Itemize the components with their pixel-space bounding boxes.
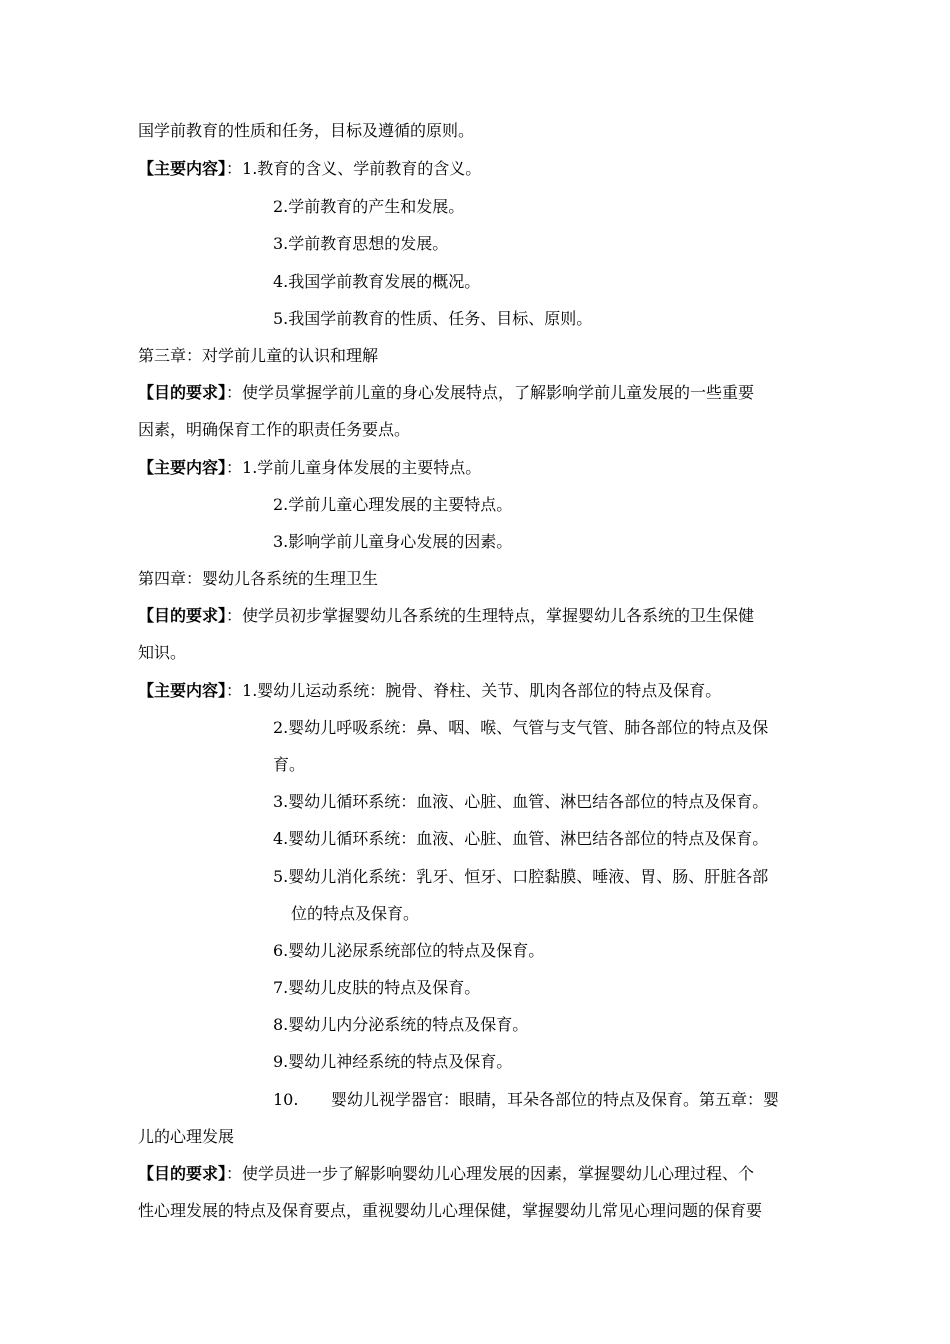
list-item: 2.学前儿童心理发展的主要特点。 <box>273 495 513 514</box>
list-item: 5.婴幼儿消化系统：乳牙、恒牙、口腔黏膜、唾液、胃、肠、肝脏各部 <box>273 867 769 886</box>
list-item: 3.婴幼儿循环系统：血液、心脏、血管、淋巴结各部位的特点及保育。 <box>273 792 769 811</box>
list-item: 1.婴幼儿运动系统：腕骨、脊柱、关节、肌肉各部位的特点及保育。 <box>242 681 722 700</box>
chapter-heading-continuation: 儿的心理发展 <box>138 1127 235 1146</box>
list-item: 3.影响学前儿童身心发展的因素。 <box>273 532 513 551</box>
list-item: 8.婴幼儿内分泌系统的特点及保育。 <box>273 1015 529 1034</box>
list-item: 4.婴幼儿循环系统：血液、心脏、血管、淋巴结各部位的特点及保育。 <box>273 829 769 848</box>
chapter-heading: 第四章：婴幼儿各系统的生理卫生 <box>138 569 379 588</box>
list-item: 4.我国学前教育发展的概况。 <box>273 272 481 291</box>
goal-line <box>138 1163 754 1185</box>
goal-label: 【目的要求】 <box>138 606 227 625</box>
list-item: 2.学前教育的产生和发展。 <box>273 197 465 216</box>
paragraph-text: 使学员初步掌握婴幼儿各系统的生理特点，掌握婴幼儿各系统的卫生保健 <box>242 606 755 625</box>
main-content-label: 【主要内容】 <box>138 681 227 700</box>
main-content-line <box>138 680 721 702</box>
list-item: 2.婴幼儿呼吸系统：鼻、咽、喉、气管与支气管、肺各部位的特点及保 <box>273 718 769 737</box>
list-item: 6.婴幼儿泌尿系统部位的特点及保育。 <box>273 941 545 960</box>
list-item-continuation: 位的特点及保育。 <box>291 904 420 923</box>
list-item-number: 10. <box>273 1090 299 1109</box>
paragraph-text: 知识。 <box>138 643 187 662</box>
list-item: 1.学前儿童身体发展的主要特点。 <box>242 458 482 477</box>
list-item: 1.教育的含义、学前教育的含义。 <box>242 159 482 178</box>
separator: ： <box>226 606 243 625</box>
list-item: 3.学前教育思想的发展。 <box>273 234 449 253</box>
chapter-heading: 第三章：对学前儿童的认识和理解 <box>138 346 379 365</box>
separator: ： <box>226 458 243 477</box>
paragraph-text: 使学员进一步了解影响婴幼儿心理发展的因素，掌握婴幼儿心理过程、个 <box>242 1164 755 1183</box>
goal-label: 【目的要求】 <box>138 1164 227 1183</box>
goal-line <box>138 382 754 404</box>
paragraph-text: 使学员掌握学前儿童的身心发展特点，了解影响学前儿童发展的一些重要 <box>242 383 755 402</box>
separator: ： <box>226 681 243 700</box>
separator: ： <box>226 159 243 178</box>
list-item: 7.婴幼儿皮肤的特点及保育。 <box>273 978 481 997</box>
list-item: 5.我国学前教育的性质、任务、目标、原则。 <box>273 309 593 328</box>
main-content-label: 【主要内容】 <box>138 159 227 178</box>
text-line: 国学前教育的性质和任务，目标及遵循的原则。 <box>138 121 475 140</box>
list-item: 婴幼儿视学器官：眼睛，耳朵各部位的特点及保育。第五章：婴 <box>331 1090 780 1109</box>
list-item: 9.婴幼儿神经系统的特点及保育。 <box>273 1052 513 1071</box>
list-item-continuation: 育。 <box>273 755 306 774</box>
separator: ： <box>226 1164 243 1183</box>
main-content-line <box>138 158 481 180</box>
goal-label: 【目的要求】 <box>138 383 227 402</box>
paragraph-text: 因素，明确保育工作的职责任务要点。 <box>138 420 411 439</box>
main-content-label: 【主要内容】 <box>138 458 227 477</box>
main-content-line <box>138 457 481 479</box>
goal-line <box>138 605 754 627</box>
separator: ： <box>226 383 243 402</box>
paragraph-text: 性心理发展的特点及保育要点，重视婴幼儿心理保健，掌握婴幼儿常见心理问题的保育要 <box>138 1201 763 1220</box>
